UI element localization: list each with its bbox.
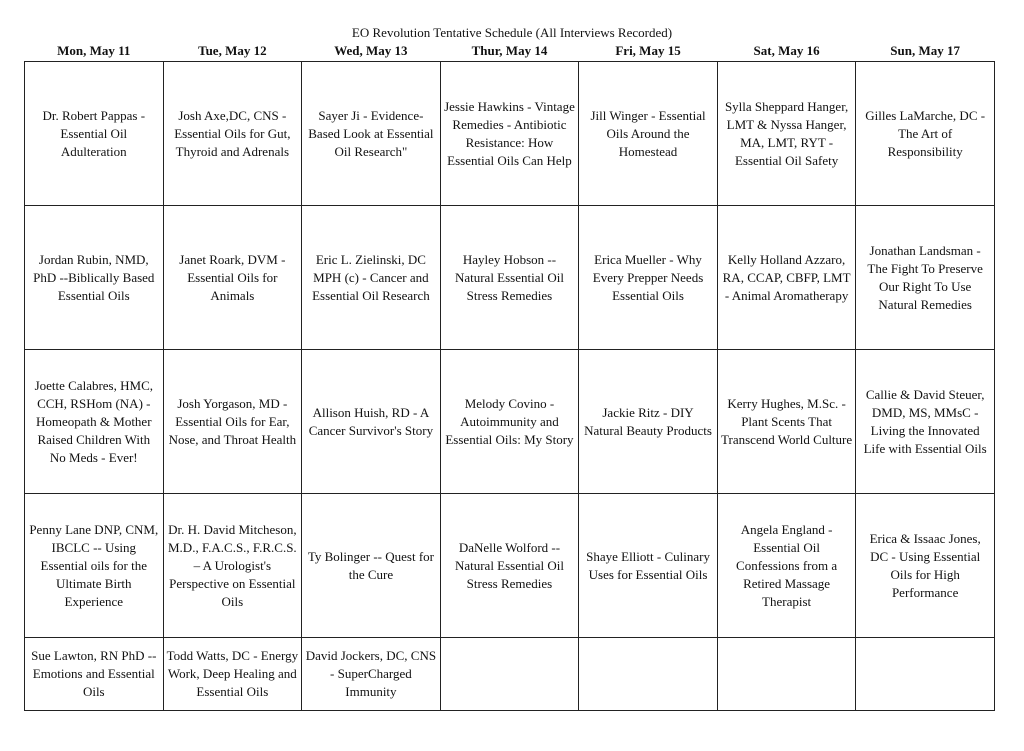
schedule-cell: Erica Mueller - Why Every Prepper Needs Essential Oils [579,206,718,350]
schedule-cell: Penny Lane DNP, CNM, IBCLC -- Using Essential oils for the Ultimate Birth Experience [25,494,164,638]
schedule-cell: Jonathan Landsman - The Fight To Preserve Our Right To Use Natural Remedies [856,206,995,350]
schedule-cell: Janet Roark, DVM - Essential Oils for Animals [163,206,302,350]
schedule-row [25,350,995,494]
schedule-cell: Allison Huish, RD - A Cancer Survivor's Story [302,350,441,494]
page-title: EO Revolution Tentative Schedule (All Interviews Recorded) [351,25,673,40]
schedule-cell: Shaye Elliott - Culinary Uses for Essential Oils [579,494,718,638]
schedule-cell [856,638,995,711]
schedule-cell: Jordan Rubin, NMD, PhD --Biblically Based Essential Oils [25,206,164,350]
schedule-cell: Eric L. Zielinski, DC MPH (c) - Cancer and Essential Oil Research [302,206,441,350]
day-header: Mon, May 11 [57,43,131,58]
schedule-cell: Melody Covino - Autoimmunity and Essential Oils: My Story [440,350,579,494]
schedule-row [25,62,995,206]
schedule-row [25,494,995,638]
schedule-cell: Dr. H. David Mitcheson, M.D., F.A.C.S., F.R.C.S. – A Urologist's Perspective on Essential Oils [163,494,302,638]
schedule-cell: Jackie Ritz - DIY Natural Beauty Products [579,350,718,494]
schedule-cell: Josh Axe,DC, CNS - Essential Oils for Gut, Thyroid and Adrenals [163,62,302,206]
schedule-cell: Sue Lawton, RN PhD -- Emotions and Essential Oils [25,638,164,711]
schedule-cell: Jill Winger - Essential Oils Around the Homestead [579,62,718,206]
schedule-cell: Sylla Sheppard Hanger, LMT & Nyssa Hanger, MA, LMT, RYT - Essential Oil Safety [717,62,856,206]
schedule-cell: Josh Yorgason, MD - Essential Oils for Ear, Nose, and Throat Health [163,350,302,494]
day-header: Sat, May 16 [753,43,820,58]
schedule-cell: Kerry Hughes, M.Sc. - Plant Scents That Transcend World Culture [717,350,856,494]
day-header: Sun, May 17 [890,43,961,58]
schedule-cell: Callie & David Steuer, DMD, MS, MMsC - Living the Innovated Life with Essential Oils [856,350,995,494]
day-header-row [25,41,995,62]
schedule-cell [717,638,856,711]
schedule-cell: Gilles LaMarche, DC - The Art of Responsibility [856,62,995,206]
schedule-cell: Dr. Robert Pappas - Essential Oil Adulteration [25,62,164,206]
day-header: Fri, May 15 [615,43,681,58]
schedule-cell [579,638,718,711]
day-header: Tue, May 12 [198,43,267,58]
schedule-cell: Jessie Hawkins - Vintage Remedies - Antibiotic Resistance: How Essential Oils Can Help [440,62,579,206]
schedule-cell: David Jockers, DC, CNS - SuperCharged Immunity [302,638,441,711]
schedule-cell: Joette Calabres, HMC, CCH, RSHom (NA) - Homeopath & Mother Raised Children With No Meds - Ever! [25,350,164,494]
schedule-cell: Erica & Issaac Jones, DC - Using Essential Oils for High Performance [856,494,995,638]
schedule-cell: Todd Watts, DC - Energy Work, Deep Healing and Essential Oils [163,638,302,711]
schedule-cell: Sayer Ji - Evidence-Based Look at Essential Oil Research" [302,62,441,206]
schedule-cell: Hayley Hobson -- Natural Essential Oil Stress Remedies [440,206,579,350]
schedule-cell [440,638,579,711]
schedule-cell: DaNelle Wolford -- Natural Essential Oil Stress Remedies [440,494,579,638]
schedule-row [25,638,995,711]
schedule-cell: Kelly Holland Azzaro, RA, CCAP, CBFP, LMT - Animal Aromatherapy [717,206,856,350]
day-header: Thur, May 14 [471,43,548,58]
schedule-table [24,41,995,711]
schedule-cell: Angela England - Essential Oil Confessions from a Retired Massage Therapist [717,494,856,638]
day-header: Wed, May 13 [334,43,408,58]
schedule-cell: Ty Bolinger -- Quest for the Cure [302,494,441,638]
schedule-row [25,206,995,350]
